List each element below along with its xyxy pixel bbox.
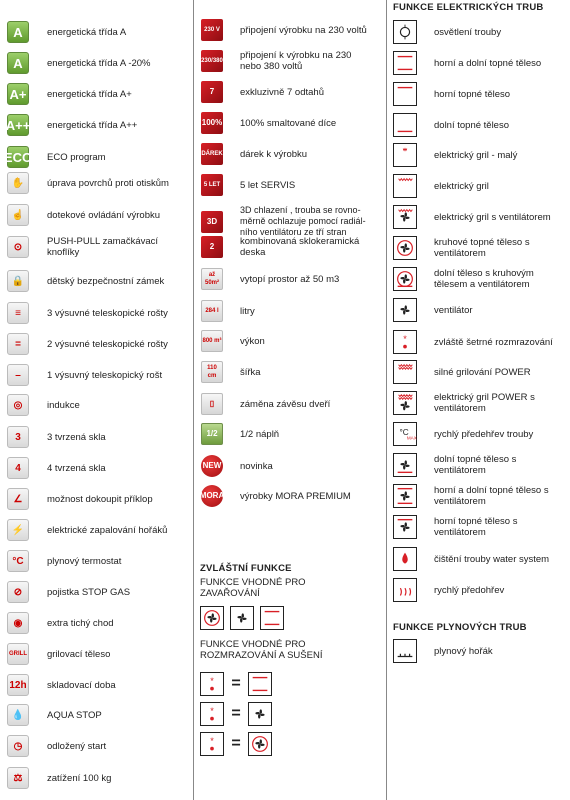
feature-label: extra tichý chod bbox=[47, 617, 114, 629]
feature-row bbox=[7, 519, 172, 541]
electric-ignition-icon bbox=[7, 519, 29, 541]
icon-glyph: 2 bbox=[209, 242, 215, 251]
icon-glyph: 12h bbox=[9, 679, 27, 691]
oven-function-label: dolní těleso s kruhovým tělesem a ventilátorem bbox=[434, 268, 534, 290]
oven-function-row bbox=[393, 298, 559, 322]
touch-control-icon bbox=[7, 204, 29, 226]
feature-row bbox=[7, 674, 172, 696]
icon-glyph: 7 bbox=[209, 87, 215, 96]
icon-glyph: 3D bbox=[206, 216, 218, 226]
equals-sign: = bbox=[231, 675, 241, 692]
grill-fan-icon bbox=[393, 205, 417, 229]
circular-heating-fan-icon bbox=[393, 236, 417, 260]
feature-label: záměna závěsu dveří bbox=[240, 398, 331, 410]
load-capacity-icon bbox=[7, 767, 29, 789]
feature-label: AQUA STOP bbox=[47, 709, 102, 721]
icon-glyph: GRILL bbox=[9, 651, 27, 657]
feature-row bbox=[201, 50, 375, 72]
feature-row bbox=[7, 457, 172, 479]
feature-label: 3 tvrzená skla bbox=[47, 431, 106, 443]
equals-sign: = bbox=[231, 735, 241, 752]
feature-label: výrobky MORA PREMIUM bbox=[240, 490, 351, 502]
oven-function-row bbox=[393, 113, 559, 137]
feature-label: energetická třída A+ bbox=[47, 88, 132, 100]
icon-glyph: ⚖ bbox=[13, 772, 23, 784]
feature-row bbox=[201, 361, 375, 383]
combined-ceramic-icon bbox=[201, 236, 223, 258]
feature-label: vytopí prostor až 50 m3 bbox=[240, 273, 340, 285]
feature-row bbox=[7, 333, 172, 355]
svg-text:*: * bbox=[210, 706, 214, 716]
feature-label: možnost dokoupit příklop bbox=[47, 493, 153, 505]
preserving-icons-row bbox=[200, 606, 284, 630]
oven-function-row bbox=[393, 484, 559, 508]
icon-glyph: 800 m³ bbox=[202, 338, 222, 344]
feature-label: grilovací těleso bbox=[47, 648, 111, 660]
enamel-icon bbox=[201, 112, 223, 134]
two-telescopic-rails-icon bbox=[7, 333, 29, 355]
feature-row bbox=[7, 204, 172, 226]
preserving-functions-title: FUNKCE VHODNÉ PRO ZAVAŘOVÁNÍ bbox=[200, 577, 306, 599]
oven-function-label: dolní topné těleso bbox=[434, 119, 510, 131]
feature-row bbox=[7, 21, 172, 43]
icon-glyph: A+ bbox=[9, 86, 27, 102]
icon-glyph: ◉ bbox=[13, 617, 23, 629]
oven-function-row bbox=[393, 547, 559, 571]
icon-glyph: MORA bbox=[199, 491, 225, 500]
three-telescopic-rails-icon bbox=[7, 302, 29, 324]
feature-row bbox=[7, 302, 172, 324]
top-bottom-heating-icon bbox=[260, 606, 284, 630]
feature-label: úprava povrchů proti otiskům bbox=[47, 177, 169, 189]
energy-class-a-icon bbox=[7, 21, 29, 43]
feature-label: 3 výsuvné teleskopické rošty bbox=[47, 307, 168, 319]
feature-row bbox=[3, 146, 172, 168]
oven-function-row bbox=[393, 51, 559, 75]
electric-oven-functions-heading: FUNKCE ELEKTRICKÝCH TRUB bbox=[393, 2, 544, 13]
feature-row bbox=[7, 172, 172, 194]
icon-glyph: 100% bbox=[201, 118, 223, 127]
oven-function-row bbox=[393, 20, 559, 44]
icon-glyph: 3 bbox=[15, 431, 21, 443]
feature-row bbox=[7, 270, 172, 292]
feature-label: indukce bbox=[47, 399, 80, 411]
feature-label: 1/2 náplň bbox=[240, 428, 280, 440]
icon-glyph: A bbox=[13, 24, 23, 40]
top-bottom-heating-icon bbox=[393, 51, 417, 75]
fan-icon bbox=[230, 606, 254, 630]
icon-glyph: °C bbox=[12, 555, 24, 567]
feature-row bbox=[201, 455, 375, 477]
feature-row bbox=[7, 394, 172, 416]
feature-label: dárek k výrobku bbox=[240, 148, 308, 160]
column-divider-left bbox=[193, 0, 194, 800]
oven-function-label: ventilátor bbox=[434, 304, 473, 316]
oven-function-row bbox=[393, 267, 559, 291]
feature-label: 100% smaltované díce bbox=[240, 117, 337, 129]
silent-run-icon bbox=[7, 612, 29, 634]
feature-row bbox=[201, 485, 375, 507]
feature-label: pojistka STOP GAS bbox=[47, 586, 131, 598]
defrost-equation-row bbox=[200, 672, 272, 696]
grill-element-icon bbox=[7, 643, 29, 665]
feature-row bbox=[7, 767, 172, 789]
icon-glyph: 110 cm bbox=[207, 365, 217, 379]
eco-program-icon bbox=[3, 146, 33, 168]
gentle-defrost-icon bbox=[200, 702, 224, 726]
svg-text:MAX: MAX bbox=[406, 435, 417, 441]
door-hinge-icon bbox=[201, 393, 223, 415]
oven-function-label: horní a dolní topné těleso bbox=[434, 57, 542, 69]
oven-function-row bbox=[393, 453, 559, 477]
width-icon bbox=[201, 361, 223, 383]
feature-row bbox=[201, 205, 375, 238]
feature-row bbox=[7, 704, 172, 726]
four-glass-panes-icon bbox=[7, 457, 29, 479]
oven-function-label: elektrický gril s ventilátorem bbox=[434, 211, 551, 223]
defrost-equation-row bbox=[200, 732, 272, 756]
gentle-defrost-icon bbox=[393, 330, 417, 354]
feature-label: 4 tvrzená skla bbox=[47, 462, 106, 474]
oven-function-row bbox=[393, 360, 559, 384]
icon-glyph: 1/2 bbox=[206, 429, 218, 438]
icon-glyph: ∠ bbox=[13, 493, 23, 505]
feature-row bbox=[201, 112, 375, 134]
feature-label: 5 let SERVIS bbox=[240, 179, 296, 191]
feature-row bbox=[7, 550, 172, 572]
grill-icon bbox=[393, 174, 417, 198]
oven-function-label: dolní topné těleso s ventilátorem bbox=[434, 454, 517, 476]
oven-function-label: elektrický gril POWER s ventilátorem bbox=[434, 392, 535, 414]
oven-function-label: rychlý předohřev bbox=[434, 584, 505, 596]
feature-row bbox=[7, 114, 172, 136]
feature-label: dotekové ovládání výrobku bbox=[47, 209, 161, 221]
oven-function-row bbox=[393, 578, 559, 602]
rapid-preheat-icon bbox=[393, 422, 417, 446]
energy-class-a-plus-icon bbox=[7, 83, 29, 105]
gas-burner-icon bbox=[393, 639, 417, 663]
storage-time-icon bbox=[7, 674, 29, 696]
feature-label: ECO program bbox=[47, 151, 106, 163]
icon-glyph: ⊙ bbox=[13, 241, 23, 253]
fan-icon bbox=[248, 702, 272, 726]
oven-function-label: čištění trouby water system bbox=[434, 553, 550, 565]
feature-row bbox=[201, 330, 375, 352]
icon-glyph: A++ bbox=[5, 117, 31, 133]
feature-row bbox=[7, 426, 172, 448]
optional-lid-icon bbox=[7, 488, 29, 510]
feature-row bbox=[7, 581, 172, 603]
icon-glyph: 4 bbox=[15, 462, 21, 474]
gift-icon bbox=[201, 143, 223, 165]
aqua-stop-icon bbox=[7, 704, 29, 726]
oven-function-label: kruhové topné těleso s ventilátorem bbox=[434, 237, 530, 259]
top-bottom-heating-icon bbox=[248, 672, 272, 696]
feature-label: energetická třída A bbox=[47, 26, 127, 38]
oven-function-row bbox=[393, 330, 559, 354]
feature-row bbox=[201, 268, 375, 290]
icon-glyph: ◷ bbox=[13, 740, 23, 752]
quick-preheat-icon bbox=[393, 578, 417, 602]
feature-label: 3D chlazení , trouba se rovno-měrně ochlazuje pomocí radiál-ního ventilátoru ze tří stran bbox=[240, 205, 366, 237]
feature-label: novinka bbox=[240, 460, 273, 472]
feature-row bbox=[7, 488, 172, 510]
power-grill-fan-icon bbox=[393, 391, 417, 415]
feature-label: plynový termostat bbox=[47, 555, 122, 567]
oven-function-row bbox=[393, 236, 559, 260]
column-divider-right bbox=[386, 0, 387, 800]
icon-glyph: DÁREK bbox=[201, 151, 223, 157]
feature-label: zatížení 100 kg bbox=[47, 772, 112, 784]
icon-glyph: ≡ bbox=[15, 307, 21, 319]
icon-glyph: ✋ bbox=[11, 177, 25, 189]
special-functions-heading: ZVLÁŠTNÍ FUNKCE bbox=[200, 563, 292, 574]
feature-row bbox=[7, 735, 172, 757]
small-grill-icon bbox=[393, 143, 417, 167]
svg-text:*: * bbox=[210, 676, 214, 686]
feature-row bbox=[201, 81, 375, 103]
feature-row bbox=[201, 423, 375, 445]
svg-text:*: * bbox=[210, 736, 214, 746]
circular-heating-fan-icon bbox=[200, 606, 224, 630]
icon-glyph: 284 l bbox=[205, 308, 219, 314]
svg-text:°C: °C bbox=[399, 427, 409, 437]
oven-function-label: rychlý předehřev trouby bbox=[434, 428, 534, 440]
feature-label: elektrické zapalování hořáků bbox=[47, 524, 168, 536]
defrost-functions-title: FUNKCE VHODNÉ PRO ROZMRAZOVÁNÍ A SUŠENÍ bbox=[200, 639, 323, 661]
feature-label: výkon bbox=[240, 335, 265, 347]
feature-label: energetická třída A++ bbox=[47, 119, 138, 131]
feature-label: dětský bezpečnostní zámek bbox=[47, 275, 165, 287]
icon-glyph: až 50m² bbox=[204, 272, 219, 286]
icon-glyph: ECO bbox=[3, 149, 33, 165]
feature-row bbox=[7, 364, 172, 386]
icon-glyph: 230 V bbox=[204, 27, 220, 33]
oven-function-row bbox=[393, 391, 559, 415]
icon-glyph: 🔒 bbox=[11, 275, 25, 287]
top-heating-fan-icon bbox=[393, 515, 417, 539]
oven-function-row bbox=[393, 422, 559, 446]
feature-row bbox=[7, 236, 172, 258]
icon-glyph: ☝ bbox=[11, 209, 25, 221]
oven-function-label: horní topné těleso s ventilátorem bbox=[434, 516, 518, 538]
seven-shades-icon bbox=[201, 81, 223, 103]
gentle-defrost-icon bbox=[200, 732, 224, 756]
mora-premium-icon bbox=[201, 485, 223, 507]
oven-function-row bbox=[393, 143, 559, 167]
power-icon bbox=[201, 330, 223, 352]
top-heating-icon bbox=[393, 82, 417, 106]
bottom-heating-icon bbox=[393, 113, 417, 137]
oven-light-icon bbox=[393, 20, 417, 44]
oven-function-label: silné grilování POWER bbox=[434, 366, 531, 378]
icon-glyph: A bbox=[13, 55, 23, 71]
bottom-heating-fan-icon bbox=[393, 453, 417, 477]
gas-oven-functions-heading: FUNKCE PLYNOVÝCH TRUB bbox=[393, 622, 527, 633]
delayed-start-icon bbox=[7, 735, 29, 757]
feature-row bbox=[201, 236, 375, 258]
feature-row bbox=[201, 19, 375, 41]
gas-function-label: plynový hořák bbox=[434, 645, 493, 657]
feature-row bbox=[201, 174, 375, 196]
half-load-icon bbox=[201, 423, 223, 445]
feature-row bbox=[201, 143, 375, 165]
feature-label: energetická třída A -20% bbox=[47, 57, 151, 69]
feature-row bbox=[7, 643, 172, 665]
power-grill-icon bbox=[393, 360, 417, 384]
icon-glyph: 5 LET bbox=[203, 182, 221, 188]
new-badge-icon bbox=[201, 455, 223, 477]
feature-row bbox=[7, 83, 172, 105]
oven-function-label: elektrický gril bbox=[434, 180, 489, 192]
feature-label: litry bbox=[240, 305, 255, 317]
equals-sign: = bbox=[231, 705, 241, 722]
one-telescopic-rail-icon bbox=[7, 364, 29, 386]
feature-row bbox=[7, 52, 172, 74]
push-pull-knob-icon bbox=[7, 236, 29, 258]
liters-icon bbox=[201, 300, 223, 322]
feature-label: připojení k výrobku na 230 nebo 380 voltů bbox=[240, 50, 352, 72]
feature-label: PUSH-PULL zamačkávací knoflíky bbox=[47, 236, 159, 258]
feature-label: 1 výsuvný teleskopický rošt bbox=[47, 369, 163, 381]
oven-function-label: osvětlení trouby bbox=[434, 26, 502, 38]
heating-area-icon bbox=[201, 268, 223, 290]
connection-230v-icon bbox=[201, 19, 223, 41]
icon-glyph: ▯ bbox=[209, 399, 215, 408]
icon-glyph: 230/380 bbox=[201, 58, 223, 64]
feature-label: kombinovaná sklokeramická deska bbox=[240, 236, 360, 258]
oven-function-label: horní topné těleso bbox=[434, 88, 511, 100]
icon-glyph: ⚡ bbox=[11, 524, 25, 536]
five-year-service-icon bbox=[201, 174, 223, 196]
icon-glyph: ◎ bbox=[13, 399, 23, 411]
water-cleaning-icon bbox=[393, 547, 417, 571]
gas-thermostat-icon bbox=[7, 550, 29, 572]
svg-text:*: * bbox=[403, 334, 407, 344]
feature-row bbox=[7, 612, 172, 634]
icon-glyph: = bbox=[15, 338, 21, 350]
induction-icon bbox=[7, 394, 29, 416]
icon-glyph: NEW bbox=[202, 461, 222, 470]
energy-class-a-plusplus-icon bbox=[7, 114, 29, 136]
feature-label: šířka bbox=[240, 366, 261, 378]
3d-cooling-icon bbox=[201, 211, 223, 233]
gas-function-row bbox=[393, 639, 493, 663]
oven-function-row bbox=[393, 205, 559, 229]
oven-function-row bbox=[393, 174, 559, 198]
connection-230-380v-icon bbox=[201, 50, 223, 72]
top-bottom-fan-icon bbox=[393, 484, 417, 508]
feature-row bbox=[201, 393, 375, 415]
child-lock-icon bbox=[7, 270, 29, 292]
feature-label: připojení výrobku na 230 voltů bbox=[240, 24, 367, 36]
feature-label: odložený start bbox=[47, 740, 107, 752]
energy-class-a-minus20-icon bbox=[7, 52, 29, 74]
stop-gas-icon bbox=[7, 581, 29, 603]
feature-label: skladovací doba bbox=[47, 679, 116, 691]
feature-label: exkluzivně 7 odtahů bbox=[240, 86, 324, 98]
bottom-circular-fan-icon bbox=[393, 267, 417, 291]
oven-function-label: zvláště šetrné rozmrazování bbox=[434, 336, 553, 348]
feature-label: 2 výsuvné teleskopické rošty bbox=[47, 338, 168, 350]
three-glass-panes-icon bbox=[7, 426, 29, 448]
icon-glyph: 💧 bbox=[11, 709, 25, 721]
oven-function-label: elektrický gril - malý bbox=[434, 149, 518, 161]
icon-glyph: – bbox=[15, 369, 21, 381]
fan-icon bbox=[393, 298, 417, 322]
oven-function-row bbox=[393, 82, 559, 106]
defrost-equation-row bbox=[200, 702, 272, 726]
circular-heating-fan-icon bbox=[248, 732, 272, 756]
oven-function-row bbox=[393, 515, 559, 539]
icon-glyph: ⊘ bbox=[13, 586, 23, 598]
oven-function-label: horní a dolní topné těleso s ventilátorem bbox=[434, 485, 549, 507]
gentle-defrost-icon bbox=[200, 672, 224, 696]
feature-row bbox=[201, 300, 375, 322]
fingerprint-surface-icon bbox=[7, 172, 29, 194]
